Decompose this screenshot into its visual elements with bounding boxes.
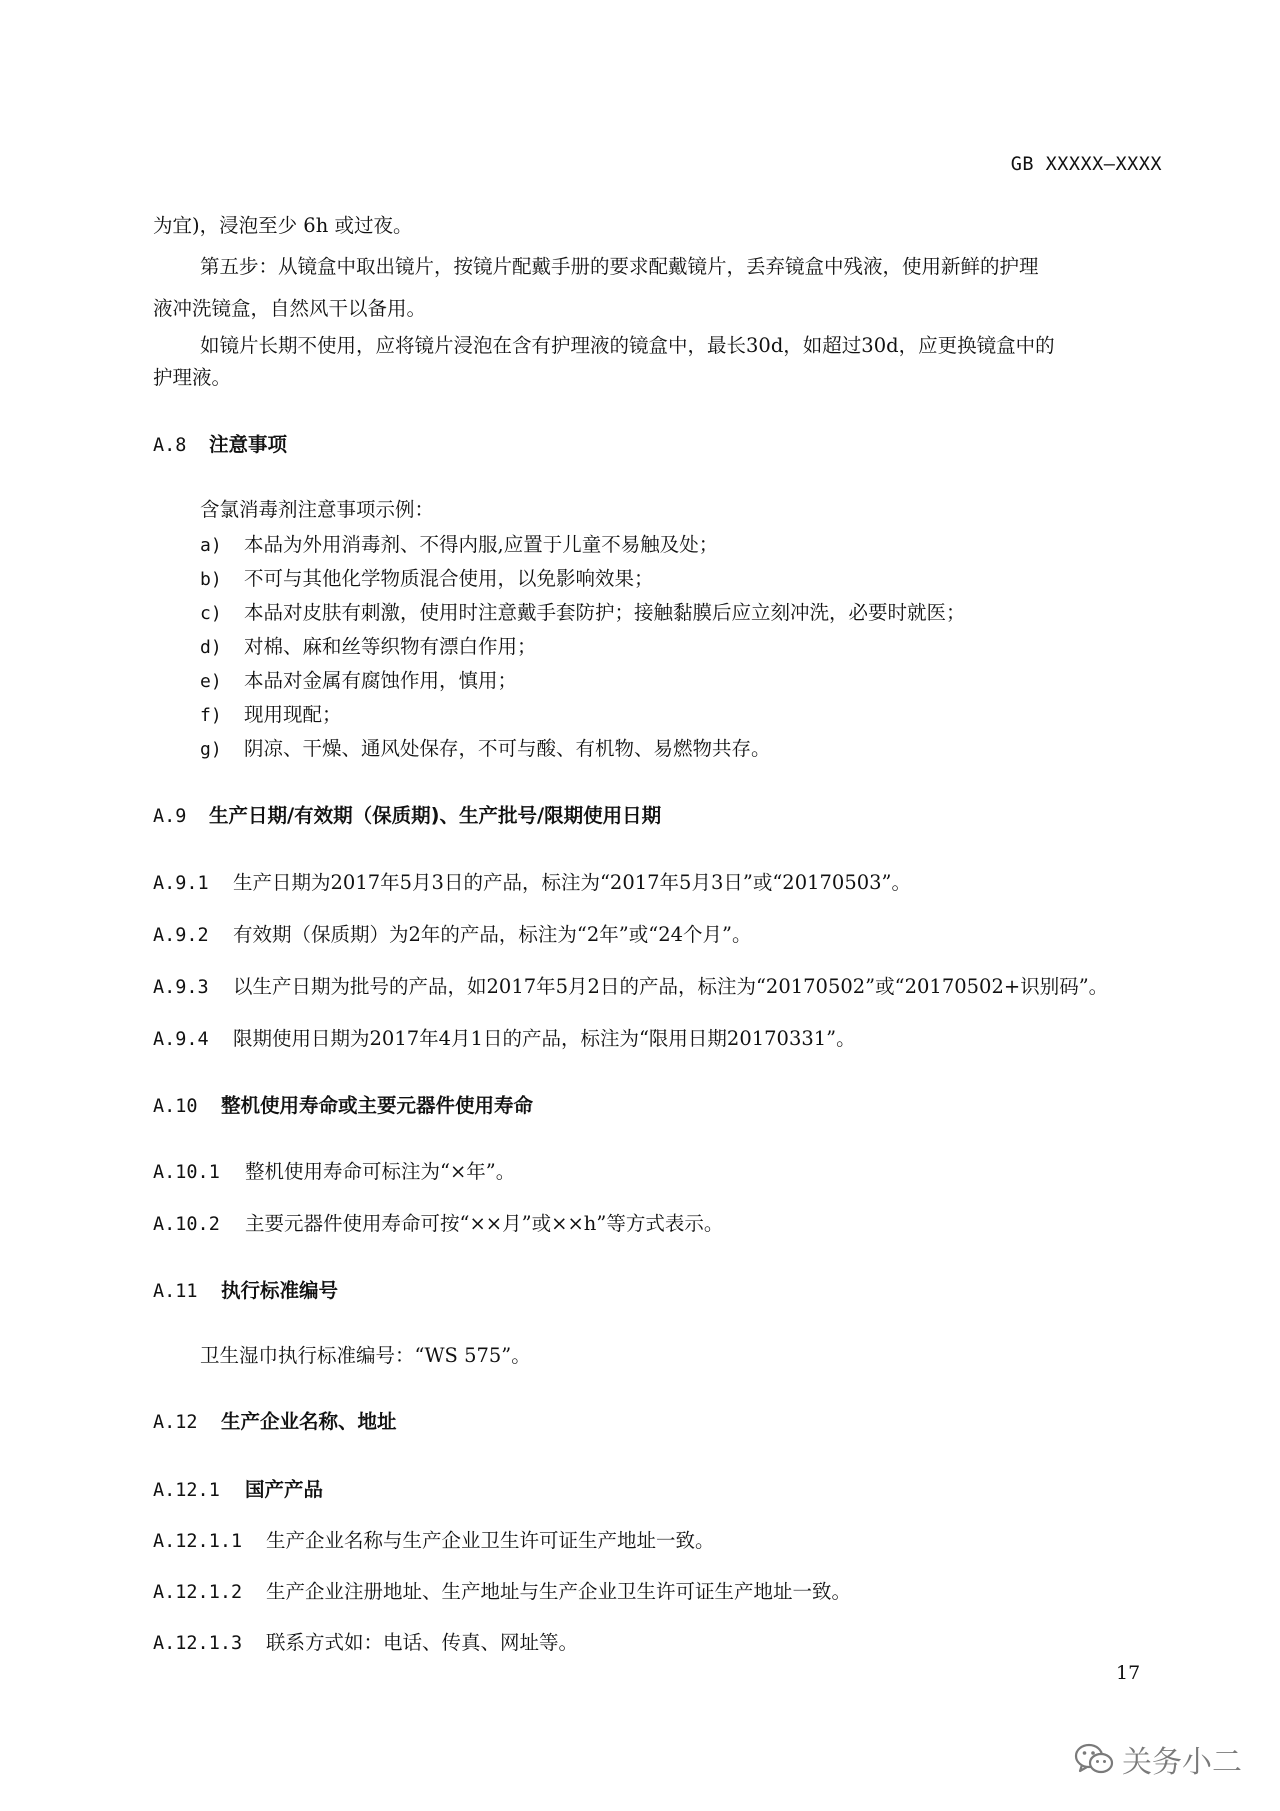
section-a10-heading [153, 1093, 533, 1120]
watermark [1074, 1737, 1242, 1781]
intro-line-1: 为宜)，浸泡至少 6h 或过夜。 [153, 214, 413, 237]
intro-line-3: 液冲洗镜盒，自然风干以备用。 [153, 297, 427, 320]
clause-row: A.9.4 限期使用日期为2017年4月1日的产品，标注为“限用日期20170331”。 [153, 1027, 856, 1050]
list-item: g) 阴凉、干燥、通风处保存，不可与酸、有机物、易燃物共存。 [200, 737, 771, 760]
clause-row: A.12.1.3 联系方式如：电话、传真、网址等。 [153, 1631, 579, 1654]
list-item: a) 本品为外用消毒剂、不得内服,应置于儿童不易触及处； [200, 533, 719, 556]
intro-line-4: 如镜片长期不使用，应将镜片浸泡在含有护理液的镜盒中，最长30d，如超过30d，应更换镜盒中的 [200, 334, 1055, 357]
section-title: 生产企业名称、地址 [221, 1410, 397, 1433]
section-title: 生产日期/有效期（保质期)、生产批号/限期使用日期 [209, 804, 662, 827]
page-number: 17 [1116, 1662, 1141, 1684]
clause-row: A.9.2 有效期（保质期）为2年的产品，标注为“2年”或“24个月”。 [153, 923, 752, 946]
section-number: A.12 [153, 1412, 198, 1433]
intro-line-2: 第五步：从镜盒中取出镜片，按镜片配戴手册的要求配戴镜片，丢弃镜盒中残液，使用新鲜的护理 [200, 255, 1039, 278]
list-item: e) 本品对金属有腐蚀作用，慎用； [200, 669, 518, 692]
section-title: 注意事项 [209, 433, 288, 456]
a11-text: 卫生湿巾执行标准编号：“WS 575”。 [200, 1344, 531, 1367]
section-a12-heading [153, 1409, 397, 1436]
clause-row: A.10.2 主要元器件使用寿命可按“××月”或××h”等方式表示。 [153, 1212, 724, 1235]
section-number: A.9 [153, 806, 187, 827]
clause-row: A.12.1.1 生产企业名称与生产企业卫生许可证生产地址一致。 [153, 1529, 715, 1552]
section-number: A.11 [153, 1281, 198, 1302]
clause-row: A.12.1.2 生产企业注册地址、生产地址与生产企业卫生许可证生产地址一致。 [153, 1580, 852, 1603]
subsection-number: A.12.1 [153, 1480, 220, 1501]
standard-code-header: GB XXXXX—XXXX [1010, 154, 1162, 175]
intro-line-5: 护理液。 [153, 366, 232, 389]
list-item: c) 本品对皮肤有刺激，使用时注意戴手套防护；接触黏膜后应立刻冲洗，必要时就医； [200, 601, 966, 624]
clause-row: A.9.3 以生产日期为批号的产品，如2017年5月2日的产品，标注为“20170502”或“20170502+识别码”。 [153, 975, 1109, 998]
list-item: d) 对棉、麻和丝等织物有漂白作用； [200, 635, 537, 658]
section-number: A.8 [153, 435, 187, 456]
wechat-icon [1074, 1742, 1114, 1776]
list-item: f) 现用现配； [200, 703, 342, 726]
subsection-title: 国产产品 [245, 1478, 324, 1501]
watermark-text: 关务小二 [1122, 1745, 1242, 1780]
subsection-a12-1-heading [153, 1477, 323, 1504]
section-title: 整机使用寿命或主要元器件使用寿命 [221, 1094, 534, 1117]
list-item: b) 不可与其他化学物质混合使用，以免影响效果； [200, 567, 654, 590]
section-title: 执行标准编号 [221, 1279, 339, 1302]
a8-intro: 含氯消毒剂注意事项示例： [200, 498, 435, 521]
clause-row: A.10.1 整机使用寿命可标注为“×年”。 [153, 1160, 516, 1183]
section-a8-heading [153, 432, 287, 459]
section-a11-heading [153, 1278, 338, 1305]
clause-row: A.9.1 生产日期为2017年5月3日的产品，标注为“2017年5月3日”或“20170503”。 [153, 871, 912, 894]
section-a9-heading [153, 803, 661, 830]
section-number: A.10 [153, 1096, 198, 1117]
